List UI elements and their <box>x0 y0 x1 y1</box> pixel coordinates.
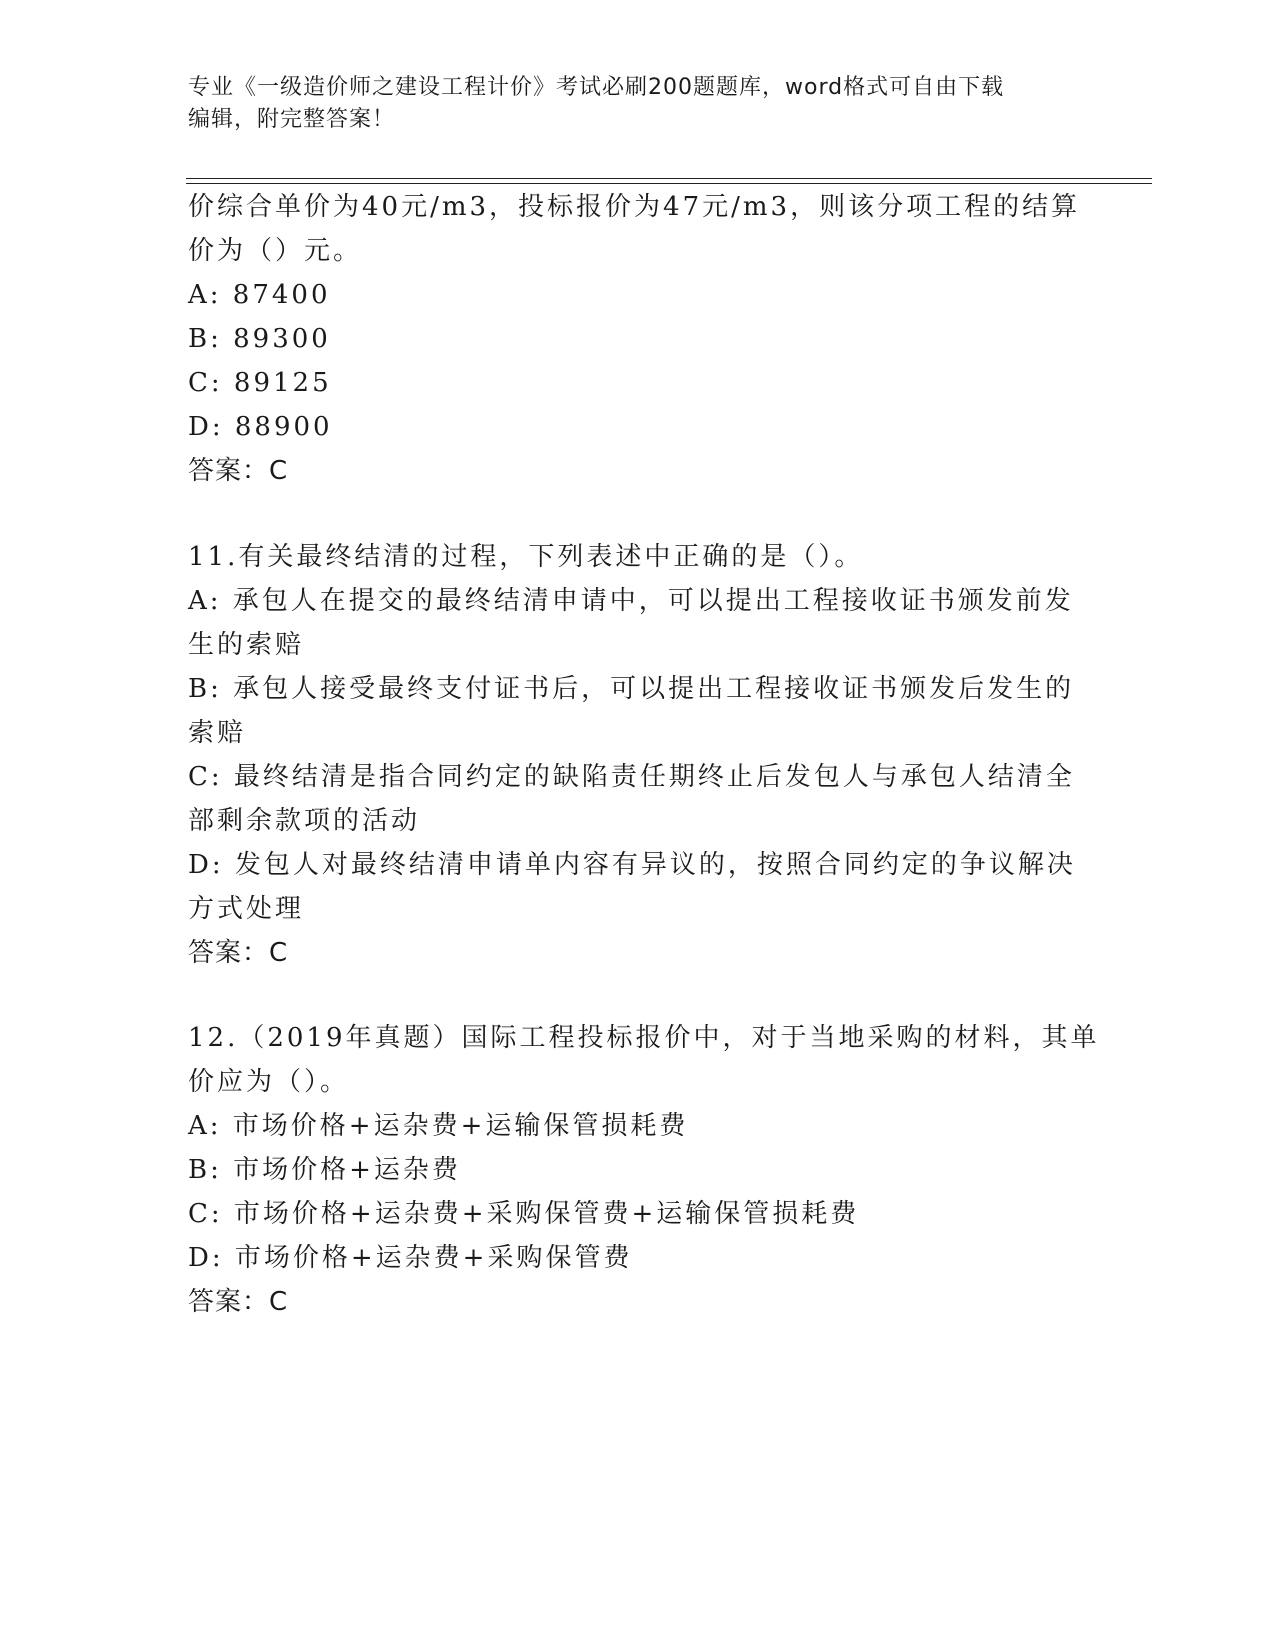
header-divider-bottom <box>186 183 1152 184</box>
q11-option-b-line-2: 索赔 <box>188 718 247 748</box>
q10-stem-line-2: 价为（）元。 <box>188 236 363 266</box>
q11-stem: 11.有关最终结清的过程，下列表述中正确的是（）。 <box>188 542 864 572</box>
q10-stem-line-1: 价综合单价为40元/m3，投标报价为47元/m3，则该分项工程的结算 <box>188 192 1081 222</box>
q10-answer: 答案：C <box>188 456 289 486</box>
q10-option-d: D: 88900 <box>188 412 333 442</box>
q12-option-b: B: 市场价格+运杂费 <box>188 1155 461 1185</box>
q11-option-d-line-1: D: 发包人对最终结清申请单内容有异议的，按照合同约定的争议解决 <box>188 850 1076 880</box>
q11-option-d-line-2: 方式处理 <box>188 894 305 924</box>
document-header <box>188 72 1068 136</box>
header-line-2: 编辑，附完整答案！ <box>188 107 396 132</box>
q12-answer: 答案：C <box>188 1287 289 1317</box>
q12-option-d: D: 市场价格+运杂费+采购保管费 <box>188 1243 633 1273</box>
header-divider-top <box>186 178 1152 179</box>
header-line-1: 专业《一级造价师之建设工程计价》考试必刷200题题库，word格式可自由下载 <box>188 75 1005 100</box>
q12-option-c: C: 市场价格+运杂费+采购保管费+运输保管损耗费 <box>188 1199 860 1229</box>
q11-option-a-line-1: A: 承包人在提交的最终结清申请中，可以提出工程接收证书颁发前发 <box>188 586 1074 616</box>
q12-stem-line-2: 价应为（）。 <box>188 1067 350 1097</box>
q10-option-a: A: 87400 <box>188 280 331 310</box>
q11-option-c-line-1: C: 最终结清是指合同约定的缺陷责任期终止后发包人与承包人结清全 <box>188 762 1075 792</box>
q12-option-a: A: 市场价格+运杂费+运输保管损耗费 <box>188 1111 689 1141</box>
q11-option-c-line-2: 部剩余款项的活动 <box>188 806 421 836</box>
q11-option-a-line-2: 生的索赔 <box>188 630 305 660</box>
q10-option-b: B: 89300 <box>188 324 331 354</box>
q12-stem-line-1: 12.（2019年真题）国际工程投标报价中，对于当地采购的材料，其单 <box>188 1023 1100 1053</box>
q11-answer: 答案：C <box>188 938 289 968</box>
q10-option-c: C: 89125 <box>188 368 332 398</box>
q11-option-b-line-1: B: 承包人接受最终支付证书后，可以提出工程接收证书颁发后发生的 <box>188 674 1075 704</box>
